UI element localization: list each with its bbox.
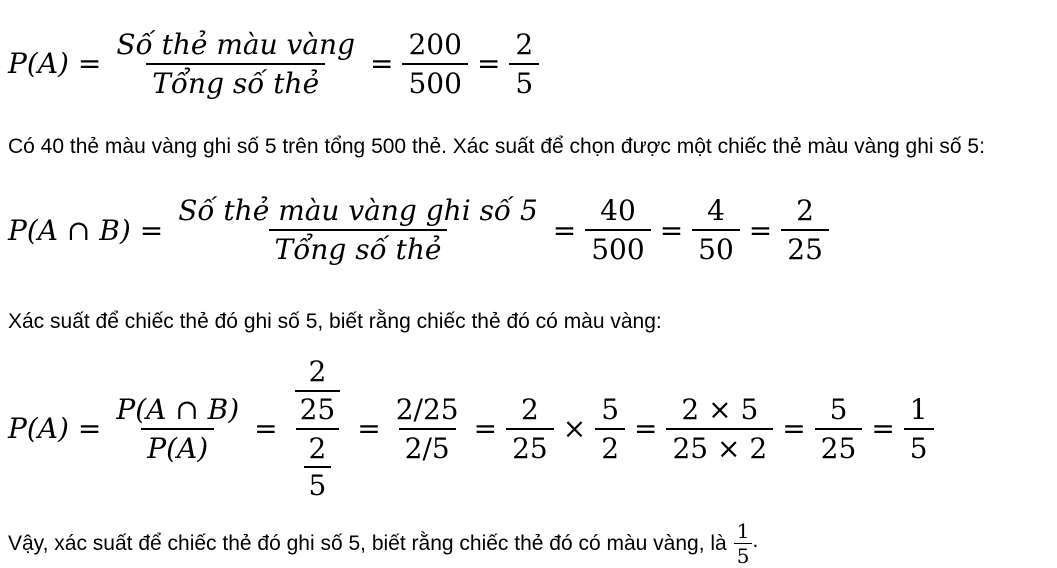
fraction-denominator: 2/5 (399, 428, 456, 464)
equals-sign: = (139, 213, 164, 247)
fraction-denominator: 2 (595, 428, 625, 464)
fraction-products (666, 394, 773, 465)
formula-conditional-lhs: P(A) (8, 412, 69, 446)
fraction-2-5 (304, 433, 332, 502)
equals-sign: = (748, 213, 773, 247)
fraction-denominator: 5 (734, 543, 753, 567)
equals-sign: = (357, 412, 381, 446)
fraction-denominator: 25 (815, 428, 863, 464)
fraction-yellow5-over-total (172, 195, 544, 266)
fraction-denominator: 500 (402, 63, 467, 99)
fraction-2-5 (509, 29, 539, 100)
fraction-denominator: 5 (509, 63, 539, 99)
equals-sign: = (77, 47, 102, 81)
fraction-denominator: Tổng số thẻ (269, 229, 448, 265)
fraction-denominator: P(A) (141, 428, 214, 464)
equals-sign: = (552, 213, 577, 247)
fraction-numerator: 5 (829, 392, 848, 426)
fraction-denominator: 5 (904, 428, 934, 464)
formula-pa (8, 20, 1057, 108)
fraction-numerator: 1 (736, 518, 750, 543)
equals-sign: = (254, 412, 278, 446)
paragraph-conclusion (8, 520, 1057, 567)
equals-sign: = (634, 412, 658, 446)
fraction-numerator: 4 (707, 193, 725, 227)
equals-sign: = (77, 412, 102, 446)
fraction-4-50 (692, 195, 740, 266)
fraction-numerator: 1 (909, 392, 928, 426)
paragraph-conditional-probability: Xác suất để chiếc thẻ đó ghi số 5, biết rằng chiếc thẻ đó có màu vàng: (8, 310, 662, 334)
fraction-denominator: 25 (781, 229, 829, 265)
fraction-denominator: Tổng số thẻ (146, 63, 325, 99)
fraction-2-25 (295, 356, 341, 425)
paragraph-yellow-card-5: Có 40 thẻ màu vàng ghi số 5 trên tổng 500 thẻ. Xác suất để chọn được một chiếc thẻ màu vàng ghi số 5: (8, 135, 985, 158)
equals-sign: = (473, 412, 498, 446)
conclusion-text: Vậy, xác suất để chiếc thẻ đó ghi số 5, biết rằng chiếc thẻ đó có màu vàng, là (8, 531, 727, 555)
equals-sign: = (782, 412, 806, 446)
fraction-numerator: Số thẻ màu vàng ghi số 5 (178, 193, 538, 227)
fraction-numerator: 2 × 5 (681, 392, 759, 426)
fraction-200-500 (402, 29, 467, 100)
conclusion-period: . (752, 528, 759, 552)
fraction-denominator: 50 (692, 229, 740, 265)
fraction-numerator: 2 (796, 193, 814, 227)
fraction-numerator: 2/25 (395, 392, 459, 426)
formula-pa-intersect-b (8, 181, 1057, 279)
fraction-denominator: 500 (585, 229, 650, 265)
fraction-40-500 (585, 195, 650, 266)
fraction-2-25 (506, 394, 554, 465)
nested-fraction (287, 356, 349, 501)
fraction-numerator: Số thẻ màu vàng (116, 27, 356, 61)
inline-fraction-1-5 (734, 520, 753, 567)
fraction-slash-2-25-over-2-5 (390, 394, 465, 465)
fraction-5-2 (595, 394, 625, 465)
formula-pa-lhs: P(A) (8, 47, 69, 81)
fraction-numerator: 2 (308, 432, 327, 466)
fraction-denominator: 5 (304, 466, 332, 501)
equals-sign: = (476, 47, 501, 81)
fraction-yellow-over-total (110, 29, 361, 100)
nested-fraction-denominator (296, 428, 340, 502)
fraction-numerator: 5 (601, 392, 620, 426)
fraction-pab-over-pa (110, 394, 245, 465)
formula-conditional (8, 356, 1057, 501)
fraction-numerator: P(A ∩ B) (116, 392, 240, 426)
equals-sign: = (370, 47, 394, 81)
fraction-numerator: 2 (308, 355, 327, 389)
fraction-numerator: 40 (600, 193, 636, 227)
fraction-1-5 (904, 394, 934, 465)
nested-fraction-numerator (287, 356, 349, 428)
fraction-denominator: 25 (295, 390, 341, 425)
formula-pab-lhs: P(A ∩ B) (8, 213, 131, 247)
fraction-denominator: 25 (506, 428, 554, 464)
equals-sign: = (659, 213, 684, 247)
fraction-denominator: 25 × 2 (666, 428, 773, 464)
fraction-5-25 (815, 394, 863, 465)
equals-sign: = (871, 412, 895, 446)
multiply-sign: × (562, 412, 587, 446)
fraction-numerator: 200 (408, 27, 462, 61)
fraction-2-25 (781, 195, 829, 266)
fraction-numerator: 2 (515, 27, 534, 61)
fraction-numerator: 2 (520, 392, 539, 426)
